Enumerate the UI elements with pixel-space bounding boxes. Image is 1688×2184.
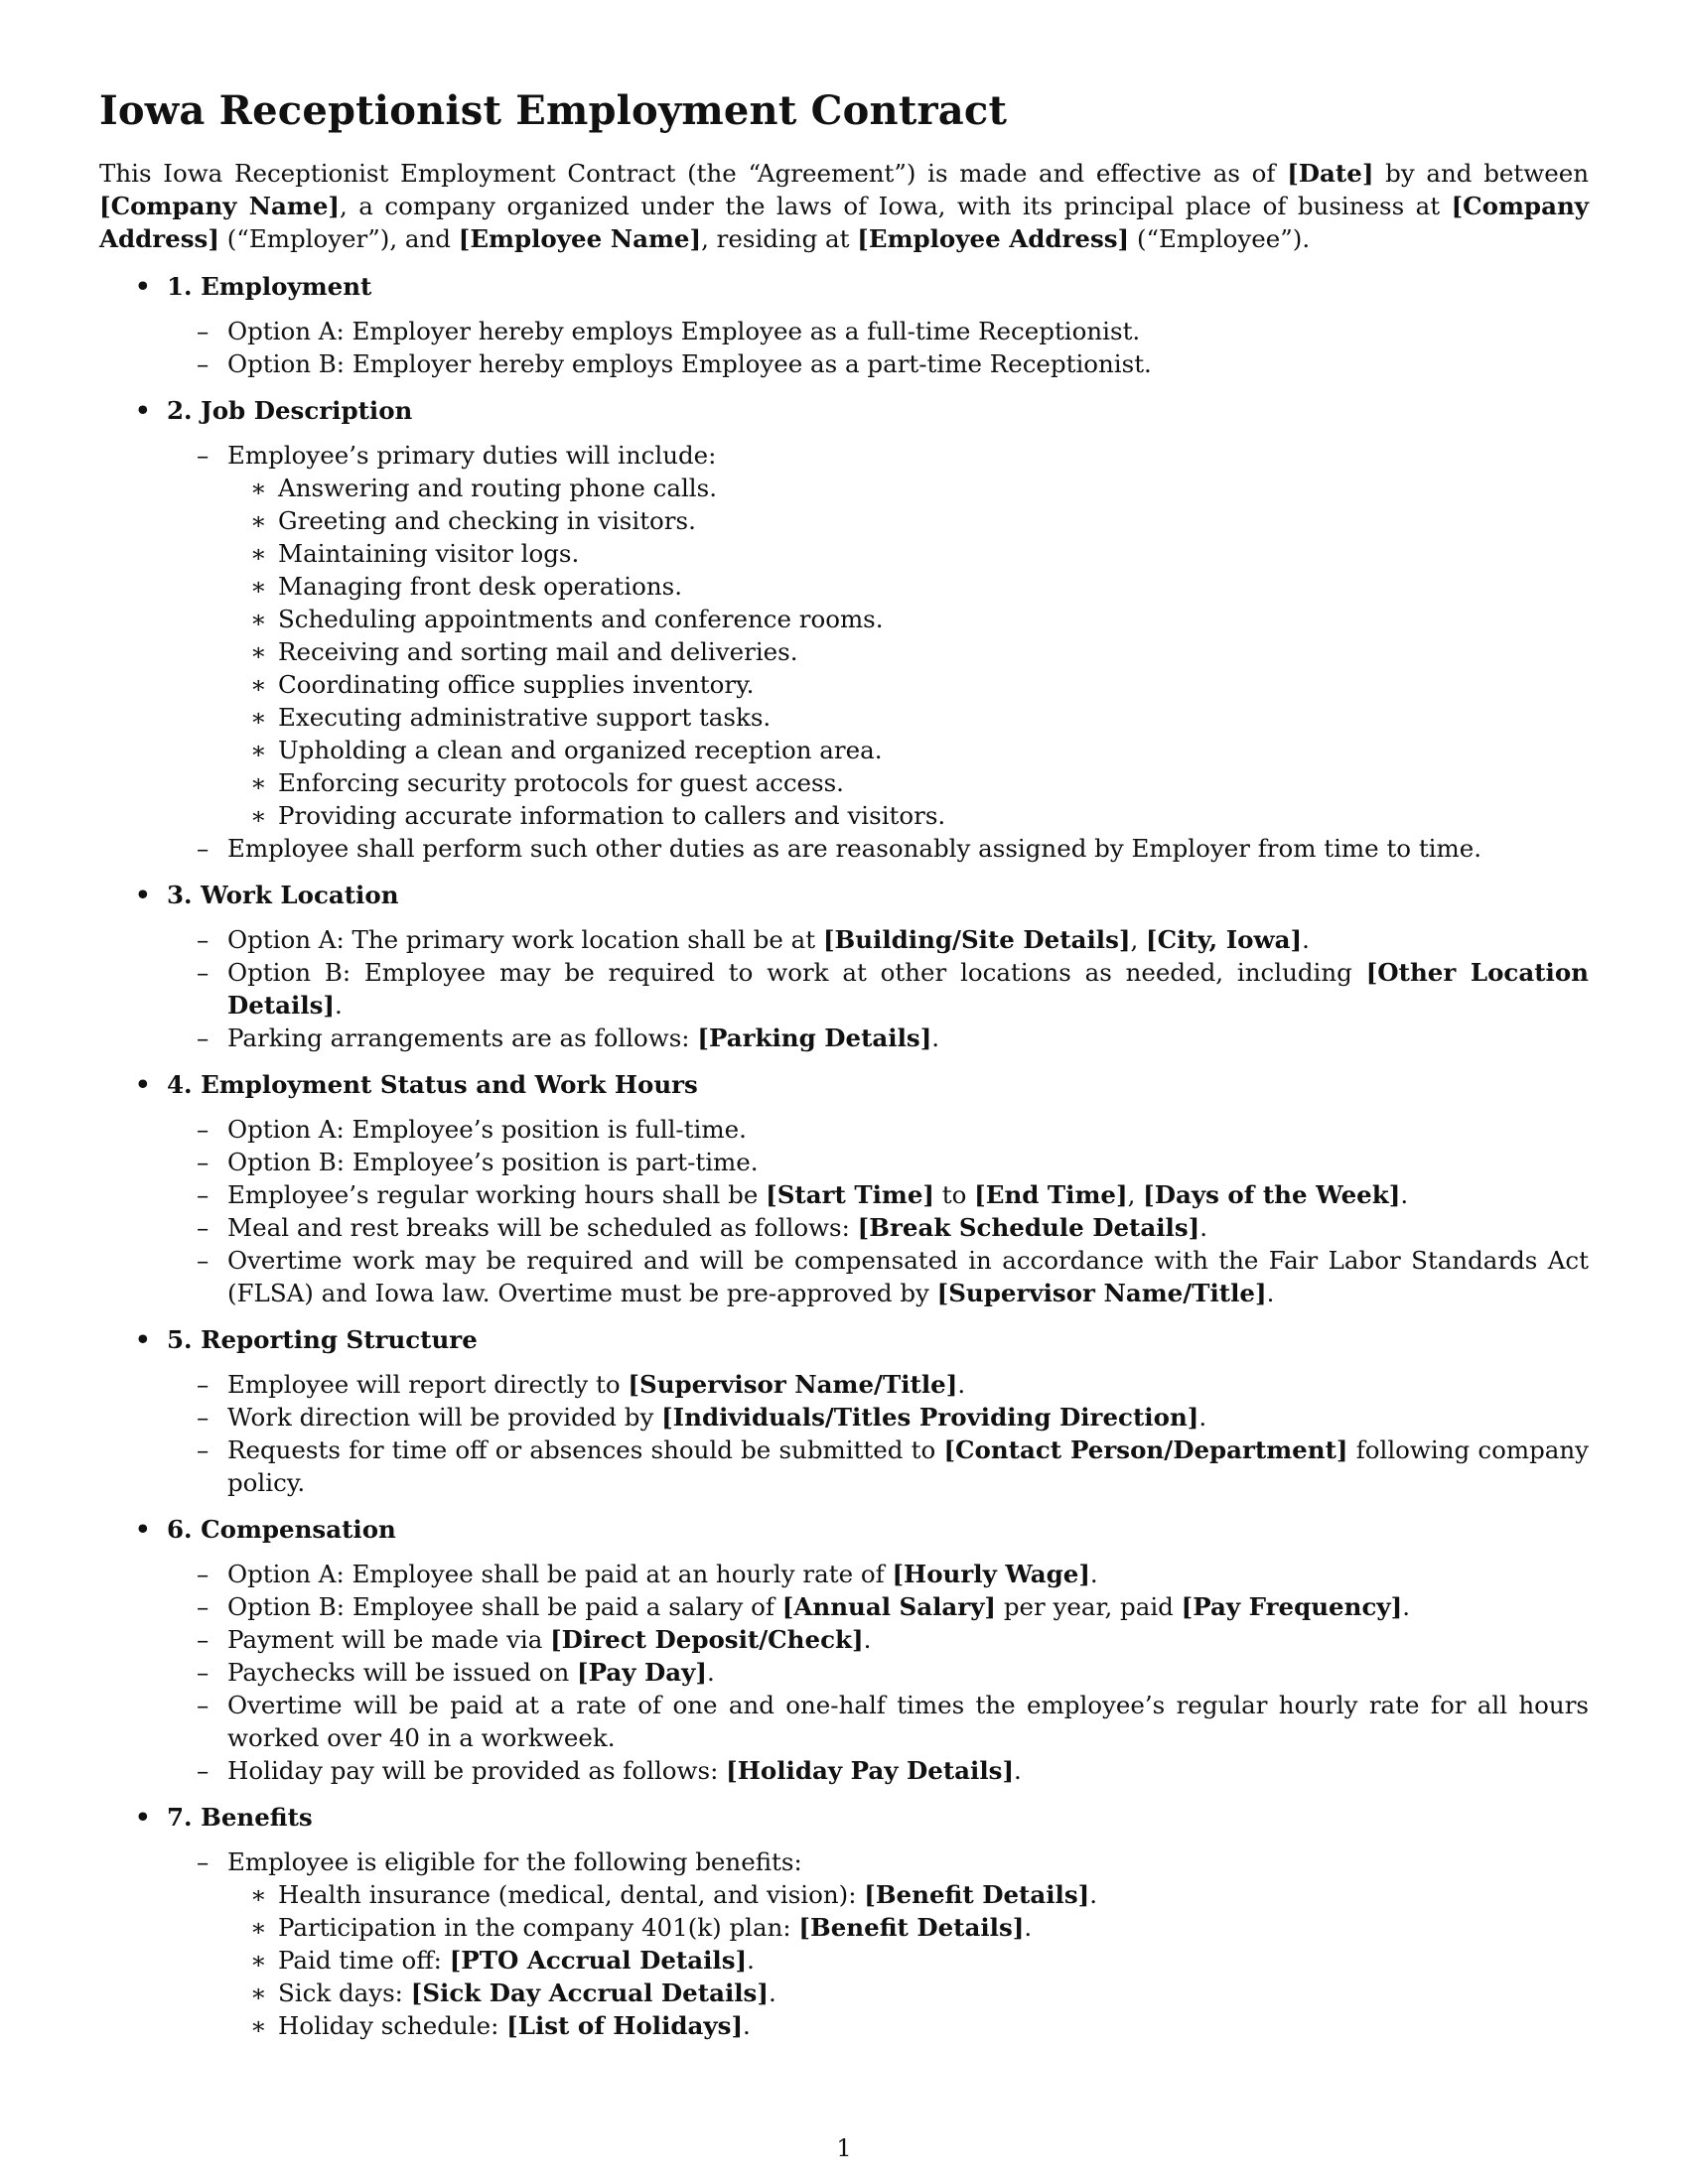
text-run: . [1024,1913,1033,1942]
text-run: Employee’s primary duties will include: [227,441,717,470]
dash-glyph: – [197,1756,210,1785]
dash-glyph: – [197,1370,210,1399]
placeholder-field: [Building/Site Details] [822,925,1131,954]
asterisk-glyph: ∗ [250,474,267,502]
placeholder-field: [List of Holidays] [506,2011,744,2040]
dash-glyph: – [197,1560,210,1588]
asterisk-glyph: ∗ [250,1880,267,1909]
text-run: This Iowa Receptionist Employment Contract (the “Agreement”) is made and effective as of [99,159,1288,188]
sub-list-item [99,1944,1589,1977]
placeholder-field: [Hourly Wage] [892,1560,1090,1588]
asterisk-glyph: ∗ [250,670,267,699]
sub-list-item [99,537,1589,570]
text-run: Scheduling appointments and conference rooms. [278,605,884,633]
placeholder-field: [Break Schedule Details] [857,1213,1200,1242]
contract-section [99,270,1589,380]
clause-item [99,1656,1589,1689]
clause-item [99,1244,1589,1309]
sub-list-item [99,635,1589,668]
asterisk-glyph: ∗ [250,736,267,764]
text-run: by and between [1373,159,1589,188]
text-run: . [335,991,343,1020]
text-run: Greeting and checking in visitors. [278,506,696,535]
text-run: Participation in the company 401(k) plan: [278,1913,799,1942]
asterisk-glyph: ∗ [250,1946,267,1975]
text-run: Providing accurate information to callers and visitors. [278,801,946,830]
text-run: Employee will report directly to [227,1370,629,1399]
section-items [99,1113,1589,1309]
sub-list [99,472,1589,832]
contract-section [99,1068,1589,1309]
text-run: Work direction will be provided by [227,1403,662,1432]
text-run: . [707,1658,715,1687]
text-run: Option A: Employee’s position is full-time. [227,1115,747,1144]
section-title-text: 6. Compensation [167,1515,396,1544]
sub-list [99,1878,1589,2042]
sub-list-item [99,1977,1589,2009]
document-title: Iowa Receptionist Employment Contract [99,87,1008,134]
clause-item [99,1623,1589,1656]
asterisk-glyph: ∗ [250,801,267,830]
placeholder-field: [End Time] [974,1180,1128,1209]
bullet-glyph: • [135,1325,151,1354]
section-title [99,1323,1589,1356]
text-run: . [1198,1403,1207,1432]
text-run: . [743,2011,751,2040]
placeholder-field: [Supervisor Name/Title] [628,1370,958,1399]
section-items [99,1368,1589,1499]
asterisk-glyph: ∗ [250,506,267,535]
clause-item [99,1401,1589,1433]
text-run: Option B: Employee’s position is part-time. [227,1148,759,1176]
text-run: Employee is eligible for the following benefits: [227,1847,802,1876]
text-run: Payment will be made via [227,1625,551,1654]
sub-list-item [99,799,1589,832]
bullet-glyph: • [135,1515,151,1544]
placeholder-field: [Annual Salary] [781,1592,997,1621]
section-title-text: 5. Reporting Structure [167,1325,478,1354]
text-run: Coordinating office supplies inventory. [278,670,755,699]
clause-item [99,315,1589,347]
clause-item [99,439,1589,472]
bullet-glyph: • [135,881,151,909]
placeholder-field: [Employee Name] [458,224,702,253]
dash-glyph: – [197,1115,210,1144]
text-run: (“Employee”). [1129,224,1311,253]
section-title [99,1068,1589,1101]
text-run: Maintaining visitor logs. [278,539,580,568]
text-run: . [768,1979,776,2007]
clause-item [99,1368,1589,1401]
section-items [99,315,1589,380]
text-run: , [1127,1180,1144,1209]
section-items [99,1845,1589,2042]
contract-section [99,879,1589,1054]
text-run: Requests for time off or absences should be submitted to [227,1435,944,1464]
text-run: . [931,1024,940,1052]
placeholder-field: [Pay Frequency] [1181,1592,1403,1621]
sub-list-item [99,668,1589,701]
dash-glyph: – [197,1180,210,1209]
text-run: . [1400,1180,1409,1209]
text-run: . [957,1370,966,1399]
text-run: Enforcing security protocols for guest access. [278,768,844,797]
text-run: . [863,1625,872,1654]
dash-glyph: – [197,1403,210,1432]
placeholder-field: [Contact Person/Department] [943,1435,1348,1464]
asterisk-glyph: ∗ [250,768,267,797]
section-items [99,923,1589,1054]
text-run: . [1089,1880,1098,1909]
dash-glyph: – [197,1847,210,1876]
placeholder-field: [Employee Address] [857,224,1130,253]
placeholder-field: [City, Iowa] [1146,925,1303,954]
contract-section [99,1323,1589,1499]
text-run: Holiday pay will be provided as follows: [227,1756,727,1785]
text-run: Holiday schedule: [278,2011,507,2040]
dash-glyph: – [197,834,210,863]
placeholder-field: [Start Time] [766,1180,934,1209]
text-run: , residing at [701,224,858,253]
dash-glyph: – [197,317,210,345]
text-run: Managing front desk operations. [278,572,683,601]
asterisk-glyph: ∗ [250,605,267,633]
dash-glyph: – [197,1246,210,1275]
text-run: . [1302,925,1310,954]
placeholder-field: [Company Address] [99,192,1589,253]
text-run: . [1014,1756,1022,1785]
dash-glyph: – [197,349,210,378]
text-run: Paid time off: [278,1946,450,1975]
contract-section [99,394,1589,865]
clause-item [99,1146,1589,1178]
section-items [99,1558,1589,1787]
clause-item [99,1590,1589,1623]
text-run: Executing administrative support tasks. [278,703,772,732]
text-run: (“Employer”), and [218,224,459,253]
placeholder-field: [Days of the Week] [1143,1180,1401,1209]
text-run: to [934,1180,975,1209]
text-run: Employee’s regular working hours shall be [227,1180,767,1209]
dash-glyph: – [197,958,210,987]
sub-list-item [99,570,1589,603]
asterisk-glyph: ∗ [250,1913,267,1942]
text-run: Option A: Employer hereby employs Employee as a full-time Receptionist. [227,317,1141,345]
sub-list-item [99,504,1589,537]
dash-glyph: – [197,1213,210,1242]
text-run: Paychecks will be issued on [227,1658,578,1687]
text-run: Sick days: [278,1979,411,2007]
text-run: . [747,1946,755,1975]
text-run: Answering and routing phone calls. [278,474,717,502]
sections-container [99,270,1589,2056]
dash-glyph: – [197,1435,210,1464]
placeholder-field: [Direct Deposit/Check] [550,1625,864,1654]
sub-list-item [99,603,1589,635]
text-run: Option A: The primary work location shall be at [227,925,823,954]
asterisk-glyph: ∗ [250,539,267,568]
text-run: . [1089,1560,1098,1588]
contract-section [99,1801,1589,2042]
sub-list-item [99,1911,1589,1944]
text-run: Option B: Employee shall be paid a salary of [227,1592,782,1621]
section-title-text: 1. Employment [167,272,372,301]
section-title [99,879,1589,911]
placeholder-field: [Date] [1287,159,1374,188]
text-run: Overtime work may be required and will be compensated in accordance with the Fair Labor Standards Act (FLSA) and Iowa law. Overtime must be pre-approved by [227,1246,1589,1307]
text-run: per year, paid [996,1592,1182,1621]
section-title [99,270,1589,303]
text-run: Option A: Employee shall be paid at an hourly rate of [227,1560,893,1588]
placeholder-field: [Sick Day Accrual Details] [410,1979,769,2007]
dash-glyph: – [197,1625,210,1654]
asterisk-glyph: ∗ [250,1979,267,2007]
clause-item [99,1022,1589,1054]
text-run: Option B: Employer hereby employs Employee as a part-time Receptionist. [227,349,1152,378]
section-title-text: 4. Employment Status and Work Hours [167,1070,698,1099]
clause-item [99,1689,1589,1754]
text-run: Health insurance (medical, dental, and vision): [278,1880,865,1909]
section-title [99,394,1589,427]
text-run: , [1130,925,1147,954]
section-title [99,1513,1589,1546]
text-run: Receiving and sorting mail and deliveries. [278,637,798,666]
asterisk-glyph: ∗ [250,703,267,732]
placeholder-field: [Parking Details] [697,1024,932,1052]
section-title-text: 2. Job Description [167,396,413,425]
section-title [99,1801,1589,1834]
clause-item [99,1211,1589,1244]
bullet-glyph: • [135,272,151,301]
dash-glyph: – [197,1024,210,1052]
sub-list-item [99,766,1589,799]
text-run: . [1266,1279,1275,1307]
dash-glyph: – [197,1691,210,1719]
section-items [99,439,1589,865]
sub-list-item [99,2009,1589,2042]
placeholder-field: [Company Name] [99,192,341,220]
clause-item [99,1433,1589,1499]
clause-item [99,1558,1589,1590]
clause-item [99,347,1589,380]
clause-item [99,1113,1589,1146]
placeholder-field: [PTO Accrual Details] [449,1946,748,1975]
text-run: Overtime will be paid at a rate of one and one-half times the employee’s regular hourly rate for all hours worked over 40 in a workweek. [227,1691,1589,1752]
sub-list-item [99,472,1589,504]
clause-item [99,1178,1589,1211]
clause-item [99,923,1589,956]
placeholder-field: [Holiday Pay Details] [726,1756,1015,1785]
dash-glyph: – [197,925,210,954]
placeholder-field: [Supervisor Name/Title] [936,1279,1267,1307]
text-run: Meal and rest breaks will be scheduled as follows: [227,1213,858,1242]
placeholder-field: [Other Location Details] [227,958,1589,1020]
sub-list-item [99,1878,1589,1911]
bullet-glyph: • [135,396,151,425]
asterisk-glyph: ∗ [250,637,267,666]
placeholder-field: [Individuals/Titles Providing Direction] [661,1403,1199,1432]
clause-item [99,832,1589,865]
dash-glyph: – [197,1592,210,1621]
text-run: Upholding a clean and organized reception area. [278,736,883,764]
page-number: 1 [836,2134,852,2162]
intro-paragraph [99,157,1589,255]
placeholder-field: [Benefit Details] [864,1880,1090,1909]
sub-list-item [99,701,1589,734]
text-run: Employee shall perform such other duties as are reasonably assigned by Employer from time to time. [227,834,1482,863]
placeholder-field: [Pay Day] [577,1658,707,1687]
clause-item [99,1754,1589,1787]
bullet-glyph: • [135,1803,151,1832]
dash-glyph: – [197,1148,210,1176]
text-run: Parking arrangements are as follows: [227,1024,698,1052]
asterisk-glyph: ∗ [250,572,267,601]
bullet-glyph: • [135,1070,151,1099]
sub-list-item [99,734,1589,766]
text-run: . [1199,1213,1208,1242]
clause-item [99,1845,1589,1878]
asterisk-glyph: ∗ [250,2011,267,2040]
placeholder-field: [Benefit Details] [798,1913,1025,1942]
dash-glyph: – [197,441,210,470]
text-run: following company policy. [227,1435,1589,1497]
clause-item [99,956,1589,1022]
text-run: Option B: Employee may be required to work at other locations as needed, including [227,958,1366,987]
section-title-text: 3. Work Location [167,881,399,909]
text-run: , a company organized under the laws of Iowa, with its principal place of business at [340,192,1452,220]
section-title-text: 7. Benefits [167,1803,313,1832]
contract-section [99,1513,1589,1787]
dash-glyph: – [197,1658,210,1687]
text-run: . [1402,1592,1410,1621]
